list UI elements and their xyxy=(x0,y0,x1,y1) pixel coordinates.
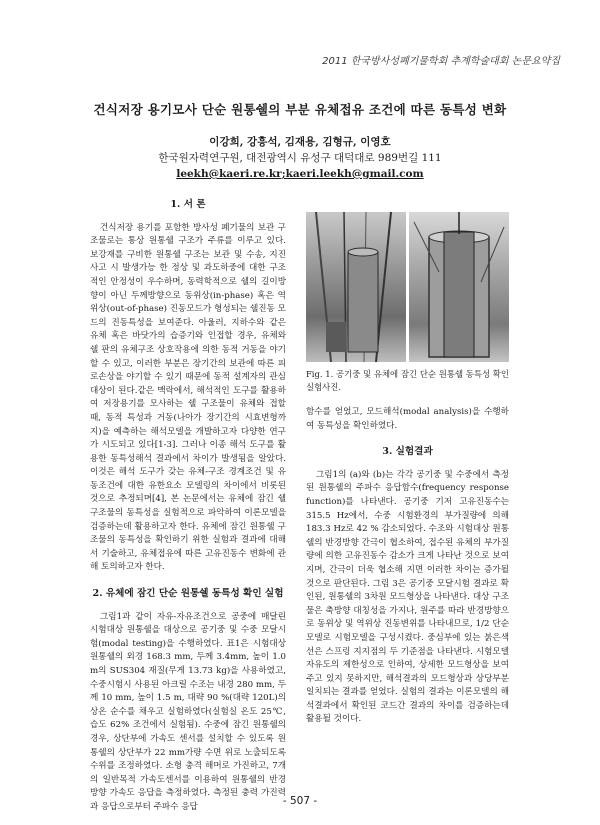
section2-heading: 2. 유체에 잠긴 단순 원통쉘 동특성 확인 실험 xyxy=(92,588,284,600)
intro-heading: 1. 서 론 xyxy=(170,199,206,210)
author-affiliation: 한국원자력연구원, 대전광역시 유성구 대덕대로 989번길 111 xyxy=(158,152,442,164)
author-block xyxy=(0,134,600,182)
photo-air-test-drawing xyxy=(306,212,406,362)
section3-body: 그림1의 (a)와 (b)는 각각 공기중 및 수중에서 측정된 원통쉘의 주파수 응답함수(frequency response function)를 나타낸다. 공기중 기저 고유진동수는 315.5 Hz에서, 수중 시험환경의 부가질량에 의해 183.3 Hz로 42 % 감소되었다. 수조와 시험대상 원통쉘의 반경방향 간극이 협소하여, 접수된 유체의 부가질량에 의한 고유진동수 감소가 크게 나타난 것으로 보여지며, 간극이 더욱 협소해 지면 이러한 차이는 증가될 것으로 판단된다. 그림 3은 공기중 모달시험 결과로 확인된, 원통쉘의 3차원 모드형상을 나타낸다. 대상 구조물은 축방향 대칭성을 가지나, 원주를 따라 반경방향으로 동위상 및 역위상 진동변위를 나타내므로, 1/2 단순모델로 시험모델을 구성시켰다. 중심부에 있는 붉은색 선은 스프링 지지점의 두 기준점을 나타낸다. 시험모델자유도의 제한성으로 인하여, 상세한 모드형상을 보여주고 있지 못하지만, 해석결과의 모드형상과 상당부분 일치되는 결과를 얻었다. 실험의 결과는 이론모델의 해석결과에서 확인된 코드간 결과의 차이를 검증하는데 활용될 것이다. xyxy=(306,469,509,725)
figure1-caption: Fig. 1. 공기중 및 유체에 잠긴 단순 원통쉘 동특성 확인 실험사진. xyxy=(306,369,509,392)
right-column xyxy=(306,198,509,727)
intro-body: 건식저장 용기를 포함한 방사성 폐기물의 보관 구조물로는 통상 원통쉘 구조가 주류를 이루고 있다. 보강재를 구비한 원통쉘 구조는 보관 및 수송, 지진사고 시 발생가능 한 정상 및 과도하중에 대한 구조적인 안정성이 우수하며, 동력학적으로 쉘의 길이방향이 아닌 두께방향으로 동위상(in-phase) 혹은 역위상(out-of-phase) 진동모드가 형성되는 쉘진동 모드의 진동특성을 보여준다. 아울러, 지하수와 같은 유체 혹은 바닷가의 습증기와 인접할 경우, 유체와 쉘 판의 유체구조 상호작용에 의한 동적 거동을 야기할 수 있고, 이러한 부분은 장기간의 보관에 따른 피로손상을 야기할 수 있기 때문에 동적 설계자의 관심대상이 된다.같은 맥락에서, 해석적인 도구를 활용하여 저장용기를 모사하는 쉘 구조물이 유체와 접할 때, 동적 특성과 거동(나아가 장기간의 시효변형까지)을 예측하는 해석모델을 개발하고자 다양한 연구가 시도되고 있다[1-3]. 그러나 이종 해석 도구를 활용한 동특성해석 결과에서 차이가 발생됨을 알았다. 이것은 해석 도구가 갖는 유체-구조 경계조건 및 유동조건에 대한 유한요소 모델링의 차이에서 비롯된 것으로 추정되며[4], 본 논문에서는 유체에 잠긴 쉘 구조물의 동특성을 실험적으로 파악하여 이론모델을 검증하는데 활용하고자 한다. 유체에 잠긴 원통쉘 구조물의 동특성을 확인하기 위한 실험과 결과에 대해서 기술하고, 유체접유에 따른 고유진동수 변화에 관해 토의하고자 한다. xyxy=(90,222,286,573)
photo-water-test xyxy=(409,212,509,362)
photo-air-test xyxy=(306,212,406,362)
page-number: - 507 - xyxy=(282,795,318,807)
running-head: 2011 한국방사성폐기물학회 추계학술대회 논문요약집 xyxy=(322,56,560,67)
section3-heading: 3. 실험결과 xyxy=(382,446,433,458)
right-top-text: 함수를 얻었고, 모드해석(modal analysis)을 수행하여 동특성을 확인하였다. xyxy=(306,407,509,431)
author-email[interactable]: leekh@kaeri.re.kr;kaeri.leekh@gmail.com xyxy=(176,168,424,180)
figure1-photos xyxy=(306,212,509,362)
left-column xyxy=(90,198,286,815)
paper-title: 건식저장 용기모사 단순 원통쉘의 부분 유체접유 조건에 따른 동특성 변화 xyxy=(93,102,507,117)
section2-body: 그림1과 같이 자유-자유조건으로 공중에 매달린 시험대상 원통쉘을 대상으로 공기중 및 수중 모달시험(modal testing)을 수행하였다. 표1은 시험대상 원통쉘의 외경 168.3 mm, 두께 3.4mm, 높이 1.0 m의 SUS304 재질(무게 13.73 kg)을 사용하였고, 수중시험시 사용된 아크릴 수조는 내경 280 mm, 두께 10 mm, 높이 1.5 m, 대략 90 %(대략 120L)의 상온 순수를 채우고 실험하였다(실험실 온도 25℃, 습도 62% 조건에서 실험됨). 수중에 잠긴 원통쉘의 경우, 상단부에 가속도 센서를 설치할 수 있도록 원통쉘의 상단부가 22 mm가량 수면 위로 노출되도록 수위를 조정하였다. 소형 충격 해머로 가진하고, 7개의 일반목적 가속도센서를 이용하여 원통쉘의 반경방향 가속도 응답을 측정하였다. 측정된 충력 가진력과 응답으로부터 주파수 응답 xyxy=(90,611,286,812)
photo-water-test-drawing xyxy=(409,212,509,362)
author-names: 이강희, 강흥석, 김재용, 김형규, 이영호 xyxy=(209,136,391,148)
